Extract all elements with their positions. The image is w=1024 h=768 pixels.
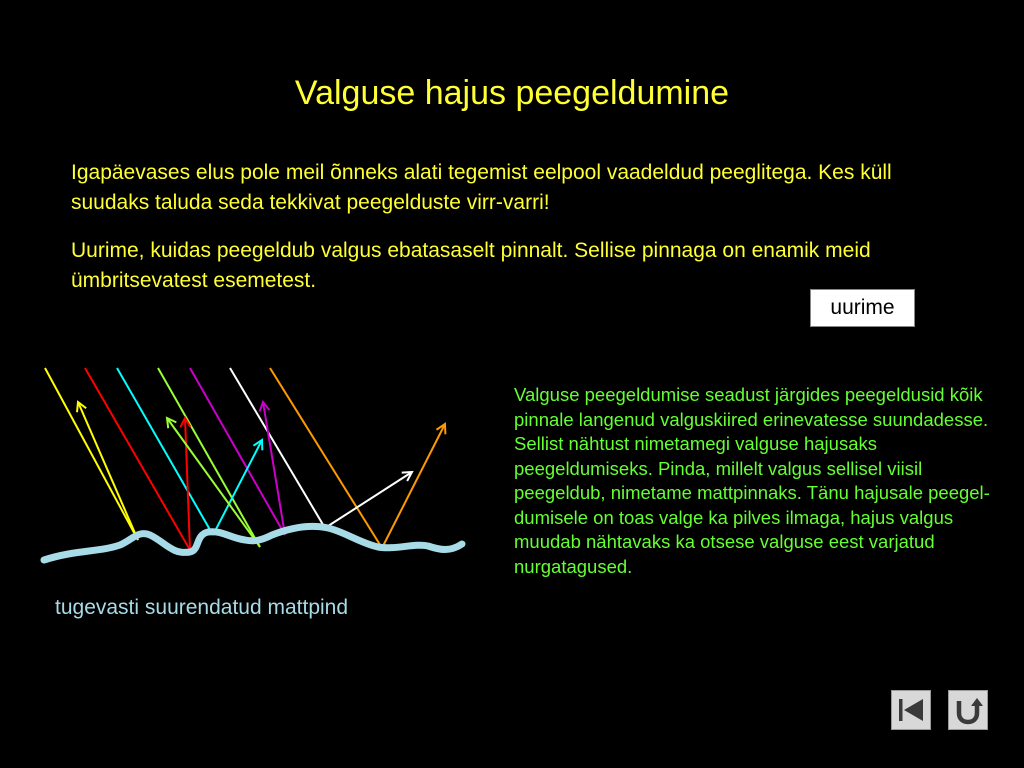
return-icon <box>951 693 985 727</box>
intro-paragraph-2: Uurime, kuidas peegeldub valgus ebatasaselt pinnalt. Sellise pinnaga on enamik meid ümbritsevatest esemetest. <box>71 239 871 292</box>
explanation-text: Valguse peegeldumise seadust järgides peegeldusid kõik pinnale langenud valguskiired erinevatesse suundadesse. Sellist nähtust nimetamegi valguse hajusaks peegeldumiseks. Pinda, millelt valgus sellisel viisil peegeldub, nimetame mattpinnaks. Tänu hajusale peegel-dumisele on toas valge ka pilves ilmaga, hajus valgus muudab nähtavaks ka otsese valguse eest varjatud nurgatagused. <box>514 384 990 577</box>
return-button[interactable] <box>948 690 988 730</box>
reflected-ray-yellow <box>78 402 138 540</box>
incident-ray-orange <box>270 368 382 548</box>
skip-to-start-icon <box>894 693 928 727</box>
intro-paragraph-1: Igapäevases elus pole meil õnneks alati tegemist eelpool vaadeldud peeglitega. Kes küll suudaks taluda seda tekkivat peegelduste virr-varri! <box>71 161 892 214</box>
page-title: Valguse hajus peegeldumine <box>294 74 730 112</box>
reflected-ray-white <box>325 472 412 528</box>
incident-ray-yellow <box>45 368 138 540</box>
matte-surface-line <box>44 526 462 560</box>
incident-ray-cyan <box>117 368 213 535</box>
reflected-ray-red <box>185 418 190 550</box>
diagram-caption: tugevasti suurendatud mattpind <box>55 596 349 619</box>
diffuse-reflection-diagram <box>0 350 480 580</box>
incident-ray-white <box>230 368 325 528</box>
explore-button[interactable]: uurime <box>810 289 915 327</box>
skip-to-start-button[interactable] <box>891 690 931 730</box>
reflected-ray-cyan <box>213 440 262 535</box>
reflected-ray-green <box>167 418 260 547</box>
